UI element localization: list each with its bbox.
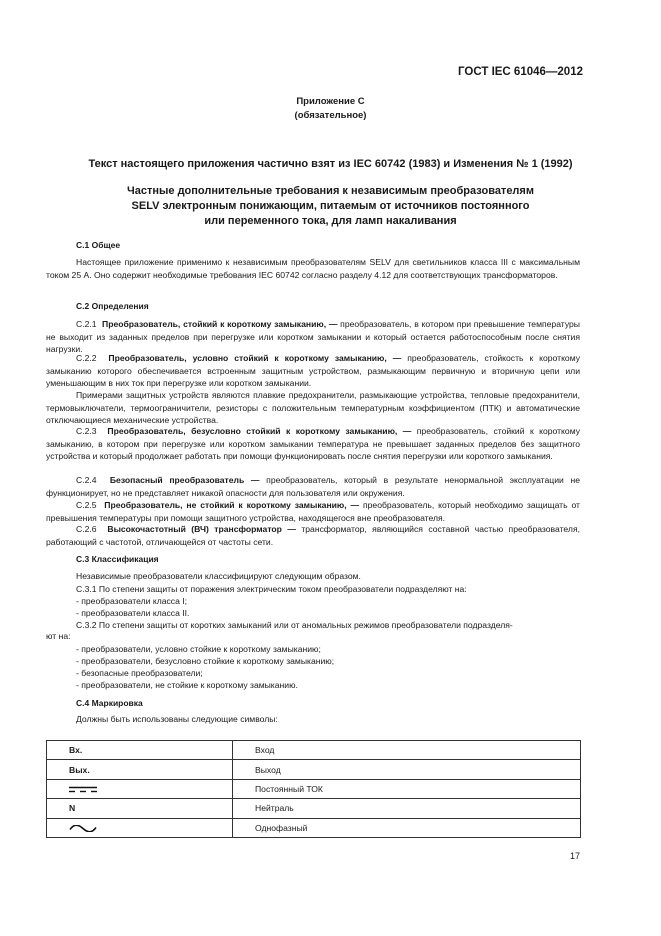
subtitle-line: Частные дополнительные требования к независимым преобразователям bbox=[127, 185, 534, 197]
list-item: - преобразователи, условно стойкие к короткому замыканию; bbox=[76, 644, 321, 654]
meaning-cell: Выход bbox=[233, 760, 581, 779]
section-c3-intro: Независимые преобразователи классифицируют следующим образом. bbox=[76, 571, 361, 581]
document-code: ГОСТ IEC 61046—2012 bbox=[458, 66, 583, 78]
section-c3-1: С.3.1 По степени защиты от поражения электрическим током преобразователи подразделяют на: bbox=[76, 584, 467, 594]
ac-sine-icon bbox=[69, 825, 97, 832]
page-number: 17 bbox=[569, 851, 580, 861]
list-item: - безопасные преобразователи; bbox=[76, 668, 203, 678]
symbols-table bbox=[46, 740, 581, 838]
symbol-cell: Вых. bbox=[47, 760, 233, 779]
definition-c2-4: С.2.4 Безопасный преобразователь — преобразователь, который в результате ненормальной эксплуатации не функционирует, но не представляет никакой опасности для пользователя или окружения. bbox=[46, 475, 580, 498]
section-c4-intro: Должны быть использованы следующие символы: bbox=[76, 714, 278, 724]
section-c1-text: Настоящее приложение применимо к независимым преобразователям SELV для светильников класса III с максимальным током 25 А. Оно содержит необходимые требования IEC 60742 согласно разделу 4.12 для соответствующих трансформаторов. bbox=[46, 257, 580, 280]
meaning-cell: Вход bbox=[233, 741, 581, 760]
table-row bbox=[47, 818, 581, 837]
list-item: - преобразователи, не стойкие к короткому замыканию. bbox=[76, 680, 298, 690]
table-row bbox=[47, 779, 581, 798]
annex-title: Приложение С bbox=[296, 96, 365, 107]
meaning-cell: Однофазный bbox=[233, 818, 581, 837]
list-item: - преобразователи класса I; bbox=[76, 596, 188, 606]
dc-symbol-icon bbox=[69, 786, 97, 793]
section-heading-c2: С.2 Определения bbox=[76, 301, 149, 311]
meaning-cell: Нейтраль bbox=[233, 799, 581, 818]
section-heading-c4: С.4 Маркировка bbox=[76, 698, 143, 708]
symbol-cell bbox=[47, 779, 233, 798]
definition-c2-5: С.2.5 Преобразователь, не стойкий к короткому замыканию, — преобразователь, который необходимо защищать от превышения температуры при помощи защитного устройства, находящегося вне преобразователя. bbox=[46, 500, 580, 523]
subtitle-line: SELV электронным понижающим, питаемым от источников постоянного bbox=[131, 200, 530, 212]
definition-c2-1: С.2.1 Преобразователь, стойкий к короткому замыканию, — преобразователь, в котором при превышение температуры не выходит из заданных пределов при перегрузке или коротком замыкании и который остается работоспособным после снятия нагрузки. bbox=[46, 319, 580, 355]
definition-c2-2: С.2.2 Преобразователь, условно стойкий к короткому замыканию, — преобразователь, стойкость к короткому замыканию которого обеспечивается встроенным защитным устройством, размыкающим первичную и вторичную цепи или уменьшающим в них ток при перегрузке или коротком замыкании. bbox=[46, 353, 581, 389]
section-c3-2-cont: ют на: bbox=[46, 631, 71, 641]
annex-heading bbox=[0, 95, 661, 123]
section-heading-c3: С.3 Классификация bbox=[76, 554, 159, 564]
annex-status: (обязательное) bbox=[294, 110, 367, 121]
subtitle-line: или переменного тока, для ламп накаливания bbox=[204, 215, 457, 227]
definition-c2-3: С.2.3 Преобразователь, безусловно стойкий к короткому замыканию, — преобразователь, стойкий к короткому замыканию, в котором при перегрузке или коротком замыкании температура не превышает заданных пределов без защитного устройства и который продолжает работать при помощи функционировать после снятия перегрузки или короткого замыкания. bbox=[46, 426, 580, 462]
symbol-cell: Вх. bbox=[47, 741, 233, 760]
symbol-cell bbox=[47, 818, 233, 837]
symbol-cell: N bbox=[47, 799, 233, 818]
list-item: - преобразователи, безусловно стойкие к короткому замыканию; bbox=[76, 656, 335, 666]
list-item: - преобразователи класса II. bbox=[76, 608, 190, 618]
annex-intro: Текст настоящего приложения частично взят из IEC 60742 (1983) и Изменения № 1 (1992) bbox=[88, 158, 573, 170]
definition-c2-6: С.2.6 Высокочастотный (ВЧ) трансформатор — трансформатор, являющийся составной частью преобразователя, работающий с частотой, отличающейся от частоты сети. bbox=[46, 524, 580, 547]
section-heading-c1: С.1 Общее bbox=[76, 240, 121, 250]
definition-c2-2-examples: Примерами защитных устройств являются плавкие предохранители, размыкающие устройства, тепловые предохранители, термовыключатели, термоограничители, резисторы с положительным температурным коэффициентом (ПТК) и автоматические отключающиеся механические устройства. bbox=[46, 390, 580, 426]
section-c3-2: С.3.2 По степени защиты от коротких замыканий или от аномальных режимов преобразователи подразделя- bbox=[76, 620, 513, 630]
annex-subtitle bbox=[0, 184, 661, 229]
table-row bbox=[47, 799, 581, 818]
table-row bbox=[47, 760, 581, 779]
table-row bbox=[47, 741, 581, 760]
meaning-cell: Постоянный ТОК bbox=[233, 779, 581, 798]
